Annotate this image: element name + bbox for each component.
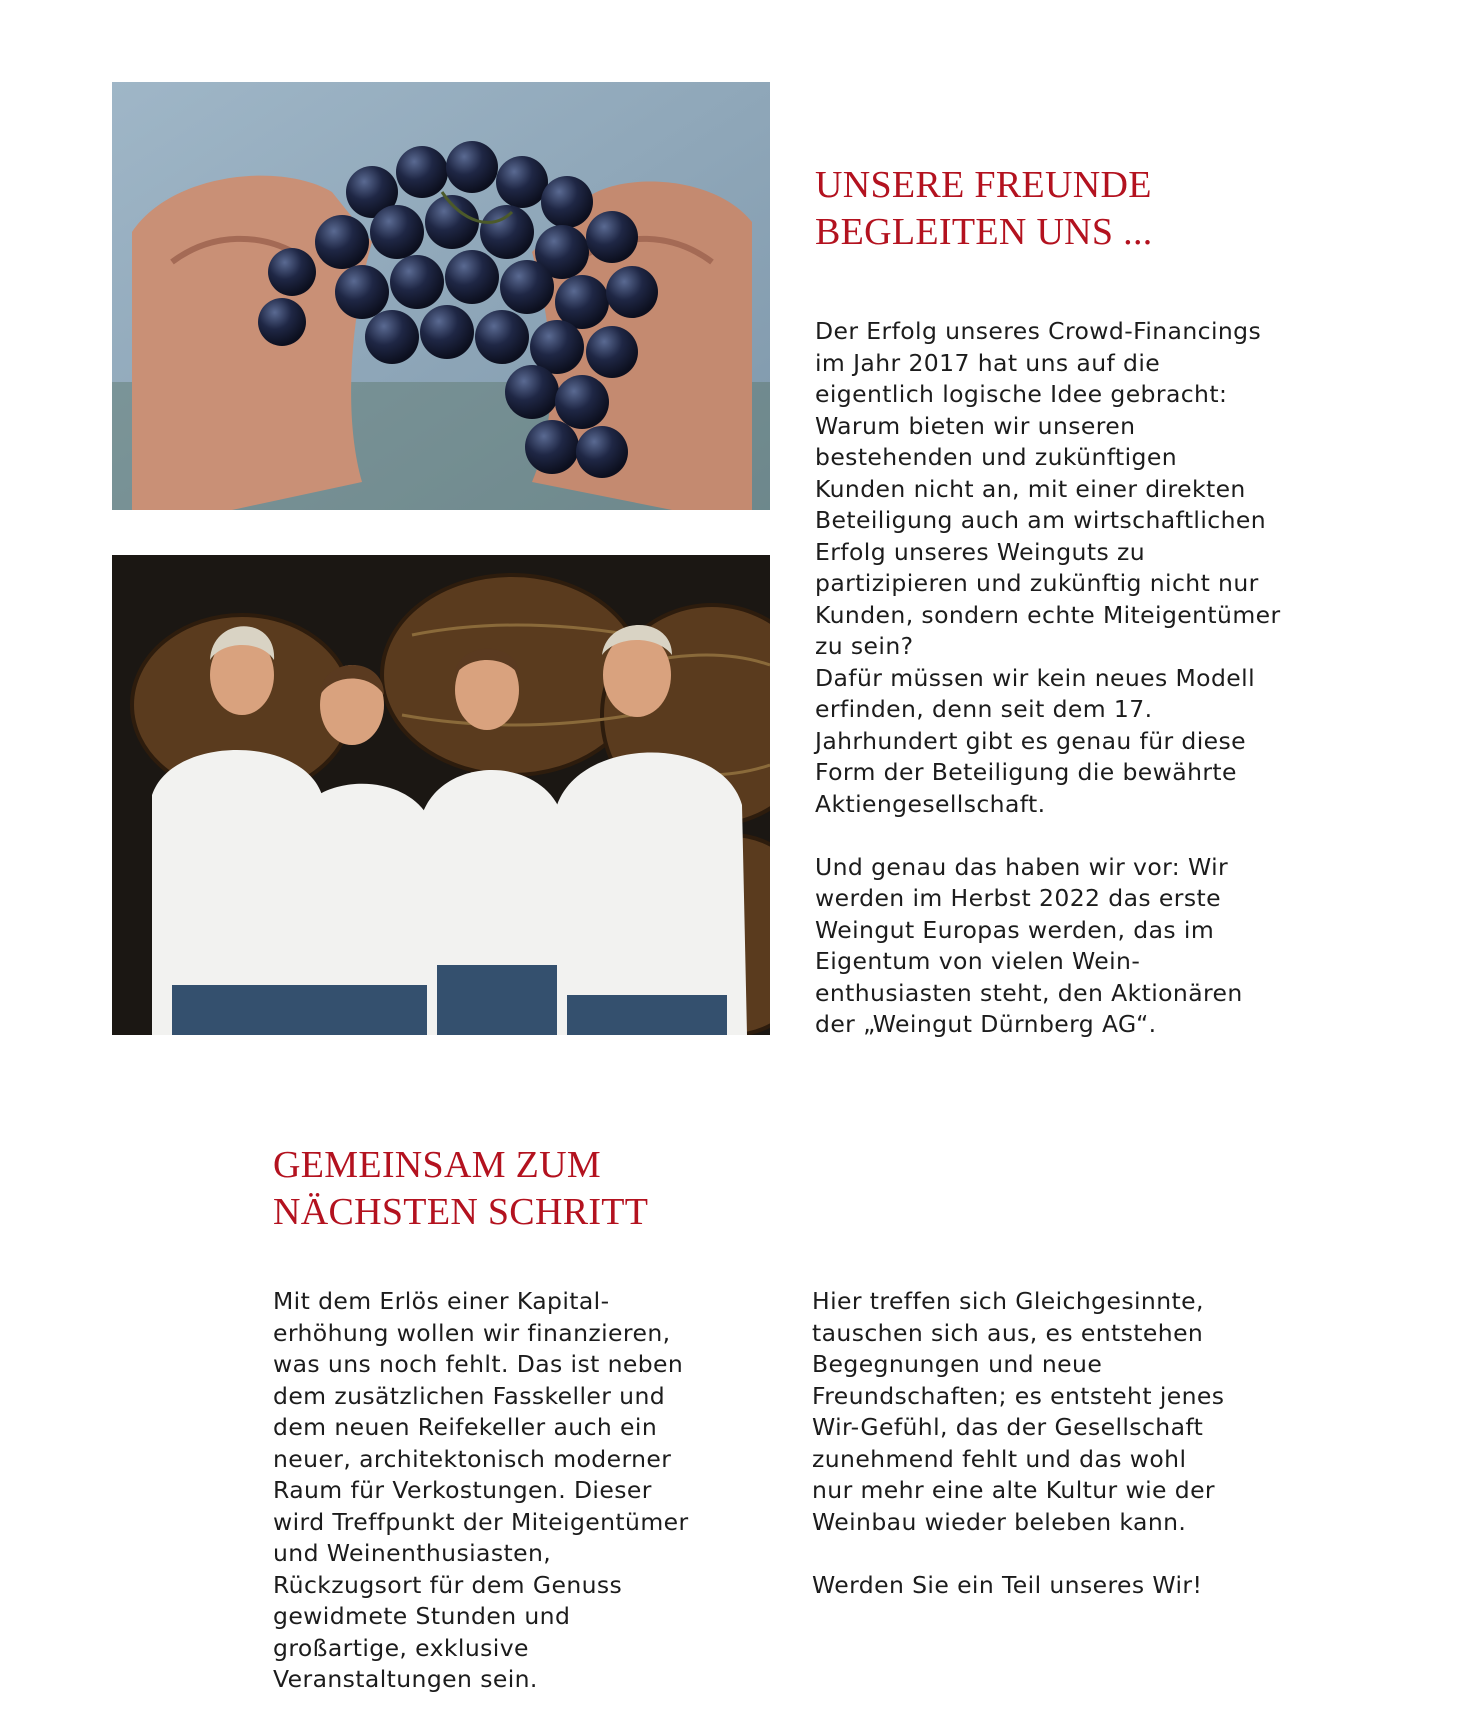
text-line: Der Erfolg unseres Crowd-Financings [815, 317, 1262, 345]
text-line: Erfolg unseres Weinguts zu [815, 537, 1145, 566]
text-line: neuer, architektonisch moderner [273, 1444, 672, 1473]
text-line: der „Weingut Dürnberg AG“. [815, 1010, 1157, 1038]
text-line: erfinden, denn seit dem 17. [815, 695, 1153, 723]
next-step-heading-line: GEMEINSAM ZUM [273, 1144, 601, 1186]
winemakers-icon [112, 555, 770, 1035]
text-line: Weingut Europas werden, das im [815, 915, 1215, 944]
text-line: zunehmend fehlt und das wohl [812, 1444, 1187, 1473]
text-line: im Jahr 2017 hat uns auf die [815, 348, 1161, 377]
text-line: enthusiasten steht, den Aktionären [815, 978, 1243, 1007]
grapes-icon [112, 82, 770, 510]
text-line: Dafür müssen wir kein neues Modell [815, 663, 1255, 692]
text-line: Und genau das haben wir vor: Wir [815, 852, 1229, 881]
text-line: dem neuen Reifekeller auch ein [273, 1413, 658, 1441]
text-line: Hier treffen sich Gleichgesinnte, [812, 1287, 1204, 1315]
text-line: Warum bieten wir unseren [815, 411, 1136, 440]
text-line: Eigentum von vielen Wein- [815, 947, 1141, 975]
text-line: nur mehr eine alte Kultur wie der [812, 1476, 1215, 1504]
next-step-left-text [273, 1286, 689, 1696]
text-line: Mit dem Erlös einer Kapital- [273, 1287, 610, 1315]
paragraph-gap [812, 1538, 1224, 1570]
text-line: Veranstaltungen sein. [273, 1665, 538, 1693]
next-step-heading [273, 1142, 648, 1236]
friends-text [815, 316, 1281, 1041]
text-line: Rückzugsort für dem Genuss [273, 1570, 623, 1599]
text-line: gewidmete Stunden und [273, 1602, 571, 1630]
text-line: Beteiligung auch am wirtschaftlichen [815, 506, 1267, 534]
text-line: Weinbau wieder beleben kann. [812, 1507, 1187, 1536]
text-line: und Weinenthusiasten, [273, 1539, 552, 1567]
friends-heading-line: BEGLEITEN UNS ... [815, 211, 1153, 253]
text-line: Freundschaften; es entsteht jenes [812, 1381, 1225, 1410]
team-in-cellar-photo [112, 555, 770, 1035]
grapes-in-hands-photo [112, 82, 770, 510]
paragraph-gap [815, 820, 1281, 852]
text-line: Form der Beteiligung die bewährte [815, 758, 1237, 786]
text-line: zu sein? [815, 632, 914, 660]
text-line: großartige, exklusive [273, 1633, 529, 1662]
text-line: eigentlich logische Idee gebracht: [815, 380, 1228, 408]
text-line: Aktiengesellschaft. [815, 789, 1046, 818]
friends-heading [815, 162, 1153, 256]
text-line: Wir-Gefühl, das der Gesellschaft [812, 1413, 1204, 1441]
text-line: Jahrhundert gibt es genau für diese [815, 726, 1247, 755]
text-line: Kunden nicht an, mit einer direkten [815, 474, 1246, 503]
text-line: Begegnungen und neue [812, 1350, 1103, 1378]
closing-line: Werden Sie ein Teil unseres Wir! [812, 1570, 1203, 1599]
text-line: dem zusätzlichen Fasskeller und [273, 1381, 666, 1410]
text-line: erhöhung wollen wir finanzieren, [273, 1318, 671, 1347]
text-line: tauschen sich aus, es entstehen [812, 1318, 1204, 1347]
text-line: was uns noch fehlt. Das ist neben [273, 1350, 684, 1378]
text-line: partizipieren und zukünftig nicht nur [815, 569, 1259, 597]
next-step-right-text [812, 1286, 1224, 1601]
text-line: Kunden, sondern echte Miteigentümer [815, 600, 1281, 629]
text-line: Raum für Verkostungen. Dieser [273, 1476, 652, 1504]
text-line: bestehenden und zukünftigen [815, 443, 1178, 471]
text-line: werden im Herbst 2022 das erste [815, 884, 1221, 912]
friends-heading-line: UNSERE FREUNDE [815, 164, 1152, 206]
next-step-heading-line: NÄCHSTEN SCHRITT [273, 1191, 649, 1233]
text-line: wird Treffpunkt der Miteigentümer [273, 1507, 689, 1536]
